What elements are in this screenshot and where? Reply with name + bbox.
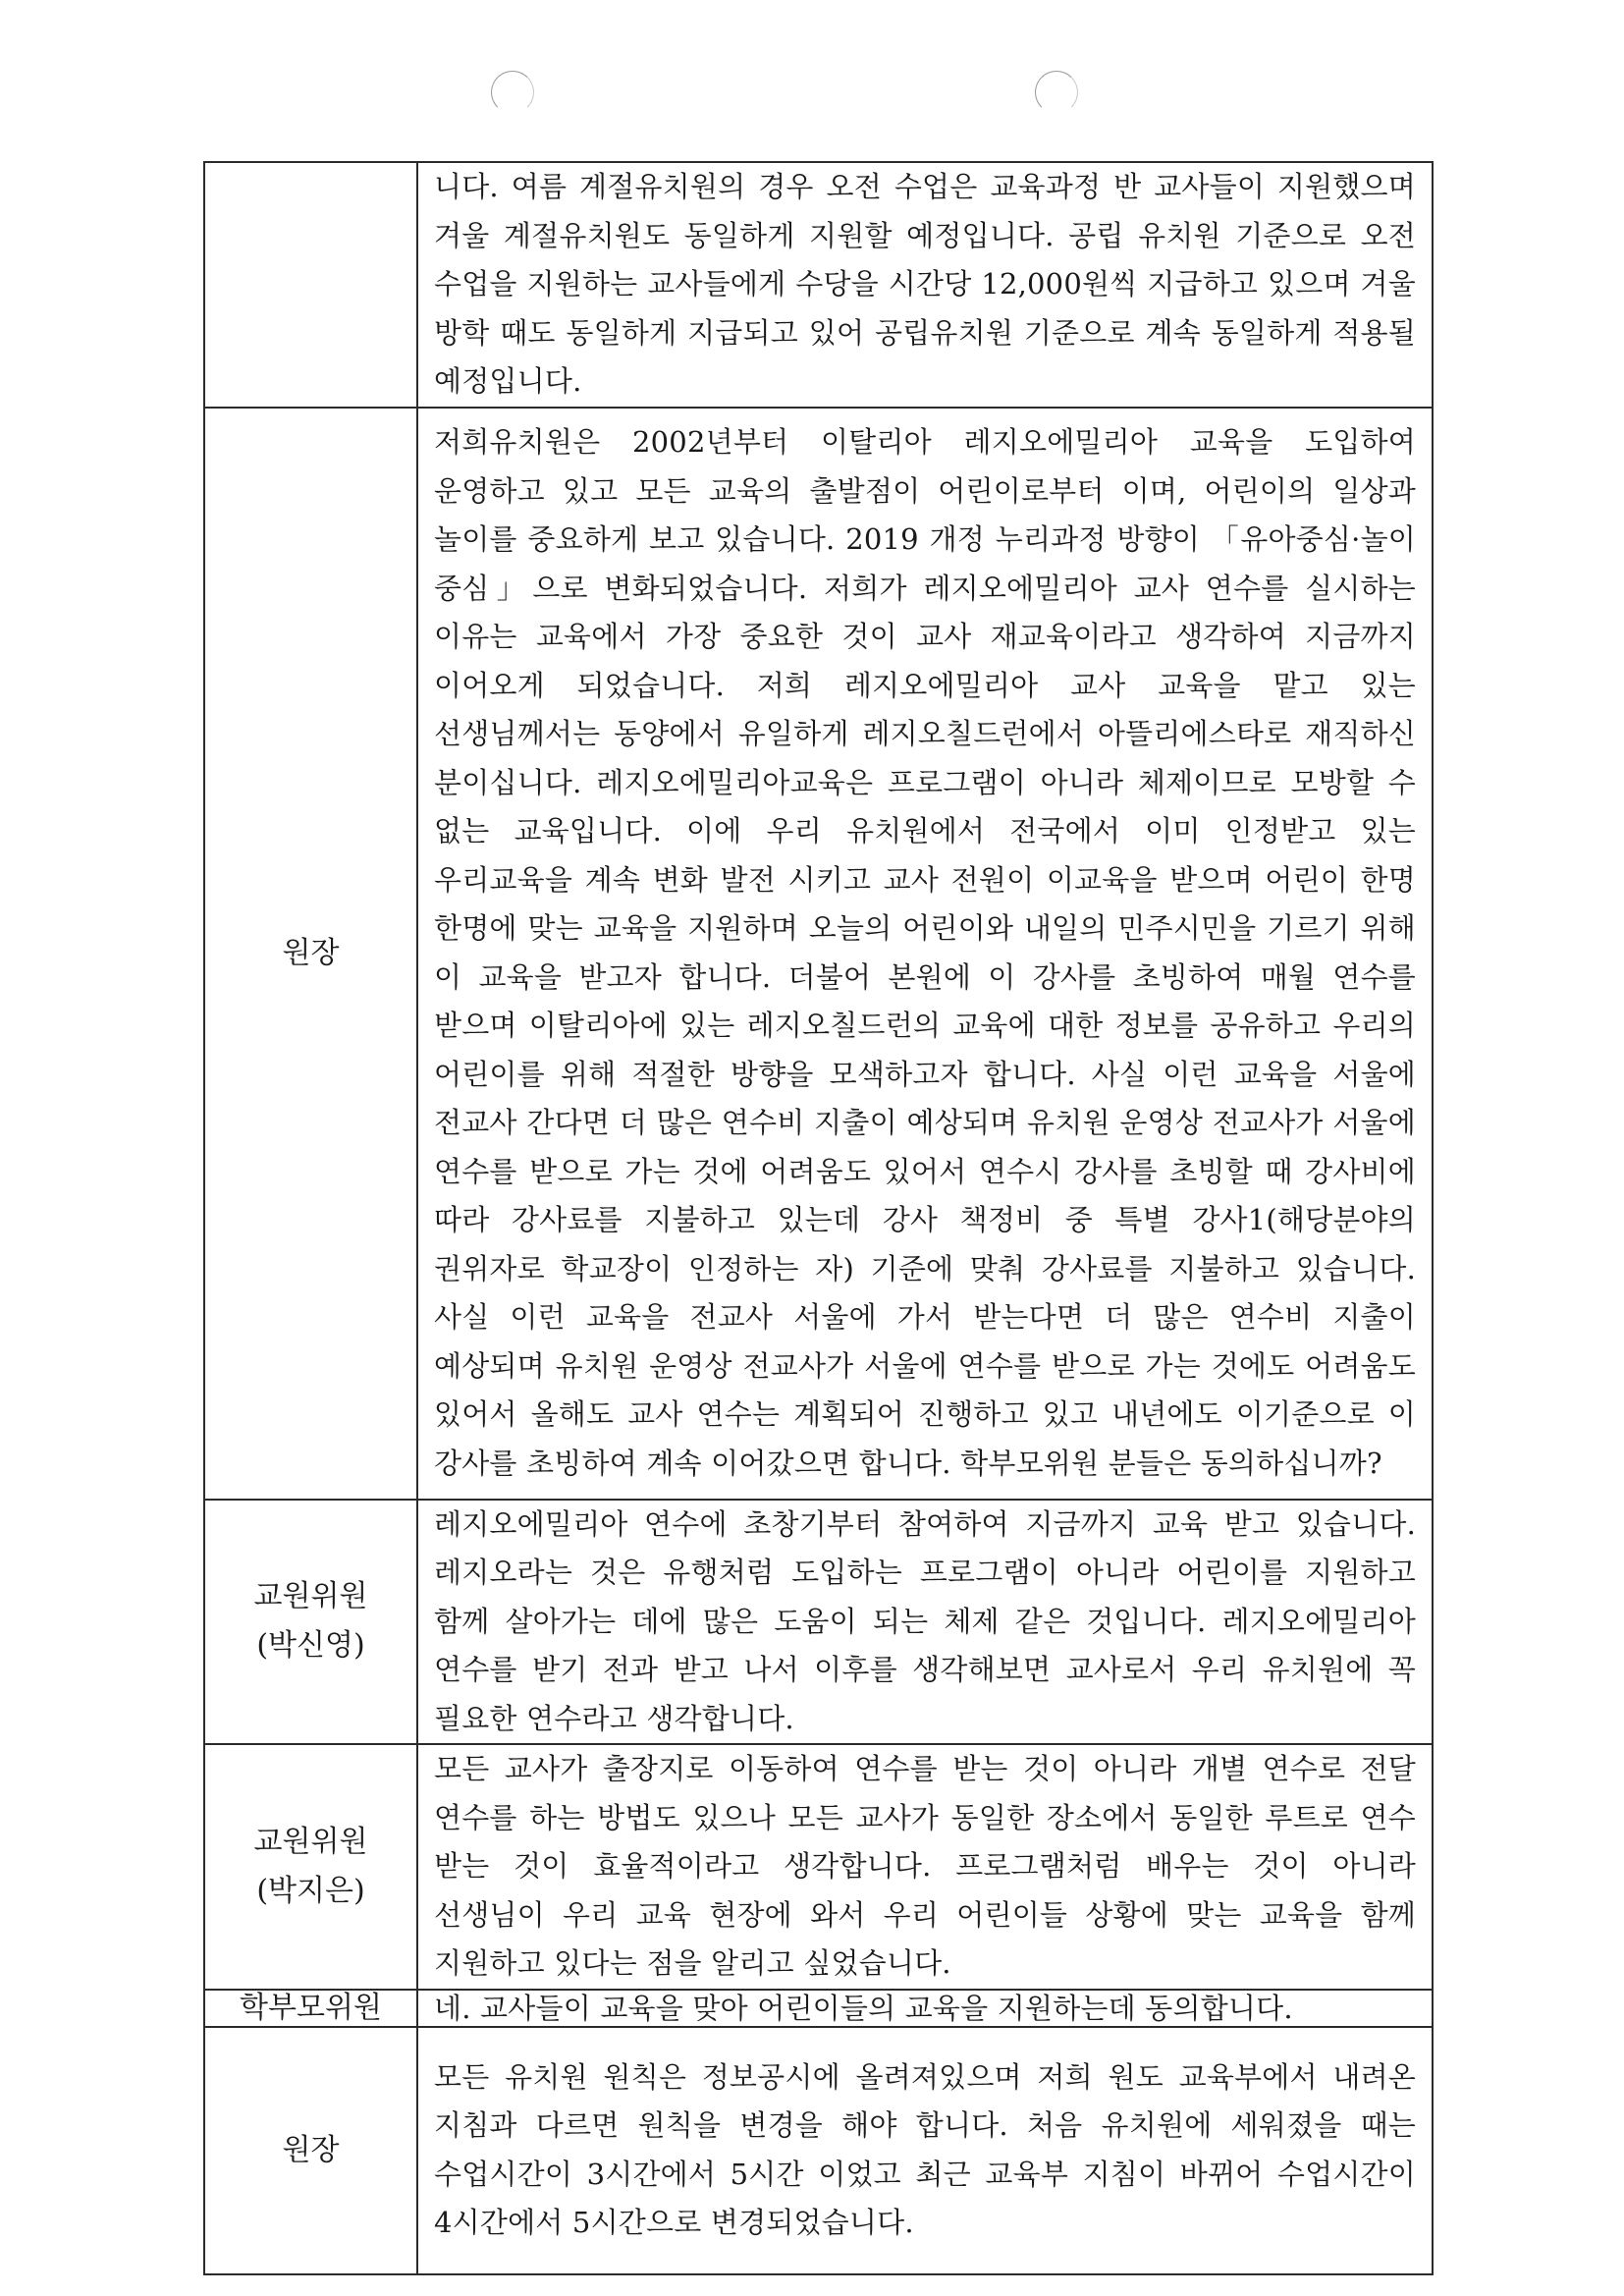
speaker-cell (204, 1500, 417, 1745)
statement-cell (417, 2027, 1433, 2274)
table-row (204, 1744, 1433, 1990)
speaker-cell (204, 1990, 417, 2027)
speaker-cell (204, 2027, 417, 2274)
speaker-name: 교원위원 (253, 1579, 368, 1614)
statement-text: 모든 유치원 원칙은 정보공시에 올려져있으며 저희 원도 교육부에서 내려온 지침과 다르면 원칙을 변경을 해야 합니다. 처음 유치원에 세워졌을 때는 수업시간이 3시간에서 5시간 이었고 최근 교육부 지침이 바뀌어 수업시간이 4시간에서 5시간으로 변경되었습니다. (434, 2059, 1416, 2239)
statement-cell (417, 162, 1433, 408)
speaker-cell (204, 1744, 417, 1990)
statement-text: 니다. 여름 계절유치원의 경우 오전 수업은 교육과정 반 교사들이 지원했으며 겨울 계절유치원도 동일하게 지원할 예정입니다. 공립 유치원 기준으로 오전 수업을 지원하는 교사들에게 수당을 시간당 12,000원씩 지급하고 있으며 겨울 방학 때도 동일하게 지급되고 있어 공립유치원 기준으로 계속 동일하게 적용될 예정입니다. (434, 170, 1416, 398)
minutes-table (203, 161, 1434, 2275)
speaker-person: (박지은) (256, 1873, 365, 1908)
table-row (204, 1990, 1433, 2027)
punch-hole-right (1035, 71, 1078, 114)
speaker-name: 학부모위원 (240, 1990, 382, 2025)
statement-cell (417, 1500, 1433, 1745)
speaker-cell (204, 408, 417, 1500)
table-row (204, 2027, 1433, 2274)
speaker-person: (박신영) (256, 1628, 365, 1664)
speaker-cell (204, 162, 417, 408)
speaker-name: 교원위원 (253, 1824, 368, 1859)
statement-text: 레지오에밀리아 연수에 초창기부터 참여하여 지금까지 교육 받고 있습니다. 레지오라는 것은 유행처럼 도입하는 프로그램이 아니라 어린이를 지원하고 함께 살아가는 데에 많은 도움이 되는 체제 같은 것입니다. 레지오에밀리아 연수를 받기 전과 받고 나서 이후를 생각해보면 교사로서 우리 유치원에 꼭 필요한 연수라고 생각합니다. (434, 1506, 1416, 1735)
table-row (204, 162, 1433, 408)
statement-cell (417, 408, 1433, 1500)
statement-cell (417, 1744, 1433, 1990)
statement-cell (417, 1990, 1433, 2027)
speaker-name: 원장 (282, 935, 340, 970)
punch-hole-left (491, 71, 534, 114)
table-row (204, 408, 1433, 1500)
statement-text: 저희유치원은 2002년부터 이탈리아 레지오에밀리아 교육을 도입하여 운영하고 있고 모든 교육의 출발점이 어린이로부터 이며, 어린이의 일상과 놀이를 중요하게 보고 있습니다. 2019 개정 누리과정 방향이 「유아중심·놀이 중심」으로 변화되었습니다. 저희가 레지오에밀리아 교사 연수를 실시하는 이유는 교육에서 가장 중요한 것이 교사 재교육이라고 생각하여 지금까지 이어오게 되었습니다. 저희 레지오에밀리아 교사 교육을 맡고 있는 선생님께서는 동양에서 유일하게 레지오칠드런에서 아뜰리에스타로 재직하신 분이십니다. 레지오에밀리아교육은 프로그램이 아니라 체제이므로 모방할 수 없는 교육입니다. 이에 우리 유치원에서 전국에서 이미 인정받고 있는 우리교육을 계속 변화 발전 시키고 교사 전원이 이교육을 받으며 어린이 한명 한명에 맞는 교육을 지원하며 오늘의 어린이와 내일의 민주시민을 기르기 위해 이 교육을 받고자 합니다. 더불어 본원에 이 강사를 초빙하여 매월 연수를 받으며 이탈리아에 있는 레지오칠드런의 교육에 대한 정보를 공유하고 우리의 어린이를 위해 적절한 방향을 모색하고자 합니다. 사실 이런 교육을 서울에 전교사 간다면 더 많은 연수비 지출이 예상되며 유치원 운영상 전교사가 서울에 연수를 받으로 가는 것에 어려움도 있어서 연수시 강사를 초빙할 때 강사비에 따라 강사료를 지불하고 있는데 강사 책정비 중 특별 강사1(해당분야의 권위자로 학교장이 인정하는 자) 기준에 맞춰 강사료를 지불하고 있습니다. 사실 이런 교육을 전교사 서울에 가서 받는다면 더 많은 연수비 지출이 예상되며 유치원 운영상 전교사가 서울에 연수를 받으로 가는 것에도 어려움도 있어서 올해도 교사 연수는 계획되어 진행하고 있고 내년에도 이기준으로 이 강사를 초빙하여 계속 이어갔으면 합니다. 학부모위원 분들은 동의하십니까? (434, 425, 1416, 1480)
speaker-name: 원장 (282, 2132, 340, 2167)
statement-text: 모든 교사가 출장지로 이동하여 연수를 받는 것이 아니라 개별 연수로 전달 연수를 하는 방법도 있으나 모든 교사가 동일한 장소에서 동일한 루트로 연수 받는 것이 효율적이라고 생각합니다. 프로그램처럼 배우는 것이 아니라 선생님이 우리 교육 현장에 와서 우리 어린이들 상황에 맞는 교육을 함께 지원하고 있다는 점을 알리고 싶었습니다. (434, 1752, 1416, 1980)
table-row (204, 1500, 1433, 1745)
statement-text: 네. 교사들이 교육을 맞아 어린이들의 교육을 지원하는데 동의합니다. (434, 1991, 1293, 2025)
